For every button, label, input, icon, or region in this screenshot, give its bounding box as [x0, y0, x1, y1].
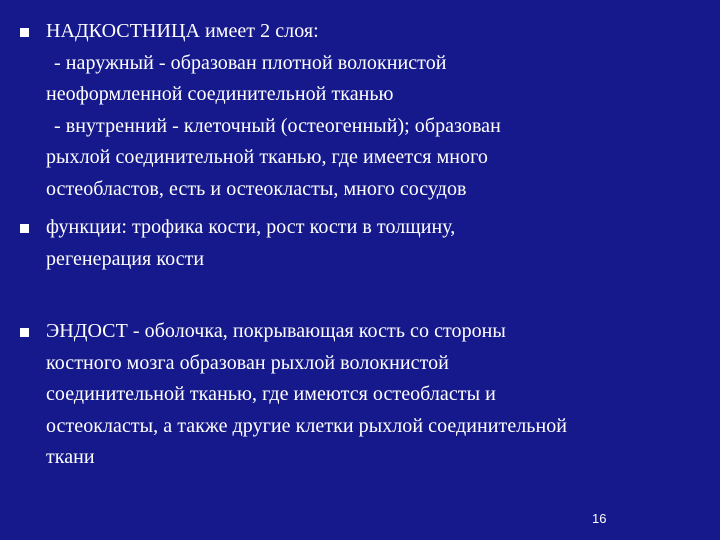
bullet-line: ткани	[46, 446, 95, 468]
bullet-line: функции: трофика кости, рост кости в толщину,	[46, 216, 456, 238]
page-number: 16	[592, 511, 607, 526]
bullet-line: костного мозга образован рыхлой волокнистой	[46, 351, 449, 374]
bullet-line: - внутренний - клеточный (остеогенный); образован	[54, 114, 501, 137]
bullet-line: рыхлой соединительной тканью, где имеется много	[46, 146, 488, 168]
bullet-line: регенерация кости	[46, 247, 205, 270]
bullet-line: ЭНДОСТ - оболочка, покрывающая кость со стороны	[46, 320, 506, 342]
square-bullet-icon	[20, 328, 29, 337]
bullet-text	[46, 212, 706, 275]
bullet-line: НАДКОСТНИЦА имеет 2 слоя:	[46, 20, 319, 42]
bullet-text	[46, 316, 706, 474]
square-bullet-icon	[20, 224, 29, 233]
square-bullet-icon	[20, 28, 29, 37]
bullet-text	[46, 16, 706, 205]
bullet-line: - наружный - образован плотной волокнистой	[54, 51, 447, 74]
bullet-line: остеокласты, а также другие клетки рыхлой соединительной	[46, 414, 568, 437]
bullet-line: остеобластов, есть и остеокласты, много сосудов	[46, 177, 467, 200]
bullet-line: соединительной тканью, где имеются остеобласты и	[46, 383, 496, 405]
bullet-line: неоформленной соединительной тканью	[46, 83, 394, 105]
